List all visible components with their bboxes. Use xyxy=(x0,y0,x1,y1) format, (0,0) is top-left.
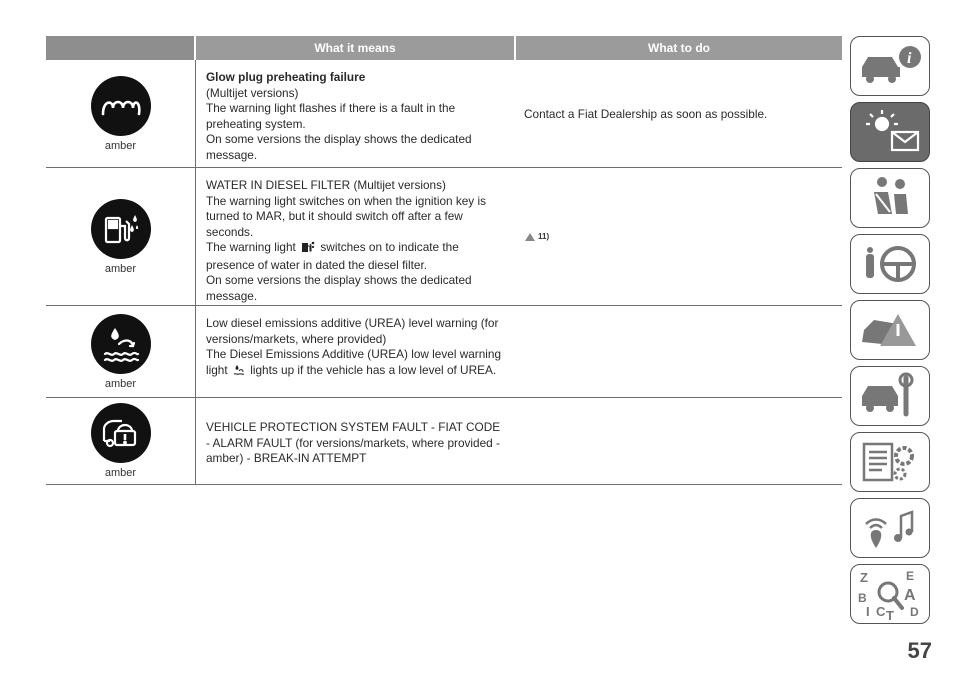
action-text: Contact a Fiat Dealership as soon as possible. xyxy=(524,106,768,121)
icon-color-label: amber xyxy=(104,262,137,275)
chapter-tabs xyxy=(850,36,932,630)
tab-maintenance[interactable] xyxy=(850,366,930,426)
row-text: Low diesel emissions additive (UREA) level warning (for versions/markets, where provided) xyxy=(206,316,499,346)
svg-text:A: A xyxy=(904,587,916,604)
meaning-cell xyxy=(196,168,514,305)
warning-lights-table xyxy=(46,36,842,485)
table-header xyxy=(46,36,842,60)
icon-color-label: amber xyxy=(104,467,137,479)
icon-cell xyxy=(46,398,196,484)
tab-warning-lights[interactable] xyxy=(850,102,930,162)
tab-technical-data[interactable] xyxy=(850,432,930,492)
row-text: On some versions the display shows the dedicated message. xyxy=(206,273,472,303)
tab-multimedia[interactable] xyxy=(850,498,930,558)
index-icon xyxy=(856,568,924,620)
urea-small-icon xyxy=(233,364,245,381)
row-text: The warning light switches on to indicate the presence of water in dated the diesel filter. xyxy=(206,240,459,272)
icon-cell xyxy=(46,168,196,305)
svg-text:B: B xyxy=(858,591,867,605)
action-cell xyxy=(514,306,842,397)
table-row xyxy=(46,306,842,398)
meaning-cell xyxy=(196,60,514,167)
warning-triangle-icon xyxy=(524,232,536,242)
steering-wheel-icon xyxy=(860,240,920,288)
header-what-to-do: What to do xyxy=(516,36,842,60)
urea-level-icon xyxy=(91,314,151,374)
meaning-cell xyxy=(196,306,514,397)
car-info-icon xyxy=(856,43,924,89)
svg-text:I: I xyxy=(866,604,870,619)
svg-text:i: i xyxy=(907,50,912,67)
tab-steering[interactable] xyxy=(850,234,930,294)
page-number: 57 xyxy=(907,638,932,663)
water-in-diesel-icon xyxy=(91,199,151,259)
maintenance-icon xyxy=(858,372,922,420)
svg-text:E: E xyxy=(906,569,915,583)
icon-color-label: amber xyxy=(104,377,137,390)
svg-text:D: D xyxy=(910,605,919,619)
tab-seat-safety[interactable] xyxy=(850,168,930,228)
row-text: On some versions the display shows the dedicated message. xyxy=(206,132,472,162)
table-row xyxy=(46,398,842,485)
tab-car-info[interactable] xyxy=(850,36,930,96)
meaning-cell xyxy=(196,398,514,484)
tab-emergency[interactable] xyxy=(850,300,930,360)
row-title: WATER IN DIESEL FILTER (Multijet versions) xyxy=(206,178,446,192)
table-row xyxy=(46,60,842,168)
glow-plug-icon xyxy=(91,76,151,136)
svg-text:T: T xyxy=(886,608,894,620)
action-cell xyxy=(514,168,842,305)
row-title: Glow plug preheating failure xyxy=(206,70,366,84)
emergency-icon xyxy=(858,306,922,354)
header-icon-column xyxy=(46,36,194,60)
action-cell xyxy=(514,60,842,167)
icon-cell xyxy=(46,306,196,397)
header-what-it-means: What it means xyxy=(196,36,514,60)
tab-index[interactable] xyxy=(850,564,930,624)
row-text: The warning light flashes if there is a fault in the preheating system. xyxy=(206,101,456,131)
note-reference: 11) xyxy=(524,232,549,242)
technical-data-icon xyxy=(858,438,922,486)
row-text: The warning light switches on when the ignition key is turned to MAR, but it should switch off after a few seconds. xyxy=(206,193,486,239)
vehicle-protection-icon xyxy=(91,403,151,463)
icon-color-label: amber xyxy=(104,139,137,152)
svg-text:C: C xyxy=(876,604,886,619)
warning-lights-icon xyxy=(856,108,924,156)
row-text: VEHICLE PROTECTION SYSTEM FAULT - FIAT CODE - ALARM FAULT (for versions/markets, where provided - amber) - BREAK-IN ATTEMPT xyxy=(206,420,501,465)
svg-text:Z: Z xyxy=(860,570,868,585)
water-in-diesel-small-icon xyxy=(301,241,315,258)
row-text: The Diesel Emissions Additive (UREA) low level warning light lights up if the vehicle has a low level of UREA. xyxy=(206,347,506,380)
multimedia-icon xyxy=(858,504,922,552)
action-cell xyxy=(514,398,842,484)
icon-cell xyxy=(46,60,196,167)
seat-safety-icon xyxy=(860,174,920,222)
table-row xyxy=(46,168,842,306)
row-text: (Multijet versions) xyxy=(206,85,299,100)
